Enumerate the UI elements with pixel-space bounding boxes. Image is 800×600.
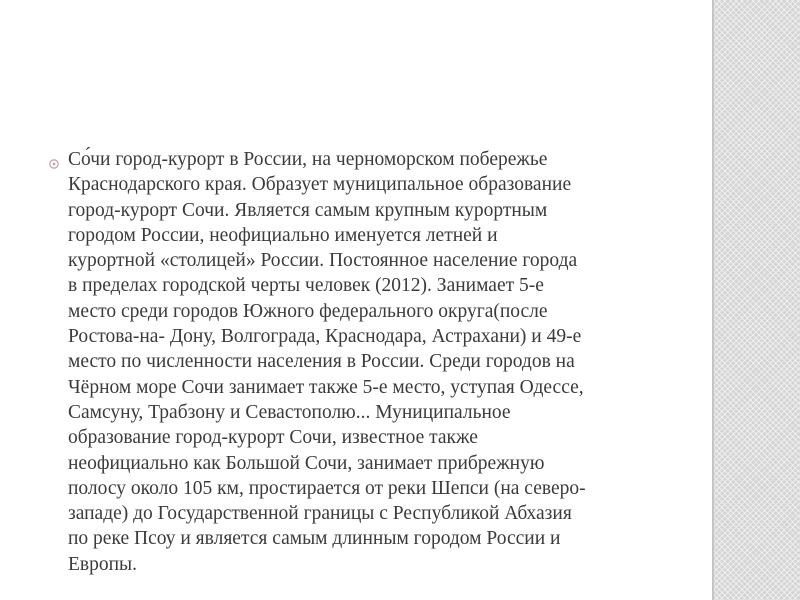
decorative-side-panel — [712, 0, 800, 600]
circle-bullet-icon — [47, 157, 61, 171]
paragraph-text: Со́чи город-курорт в России, на черноморском побережье Краснодарского края. Образует муниципальное образование город-курорт Сочи. Является самым крупным курортным городом России, неофициально именуется летней и курортной «столицей» России. Постоянное население города в пределах городской черты человек (2012). Занимает 5-е место среди городов Южного федерального округа(после Ростова-на- Дону, Волгограда, Краснодара, Астрахани) и 49-е место по численности населения в России. Среди городов на Чёрном море Сочи занимает также 5-е место, уступая Одессе, Самсуну, Трабзону и Севастополю... Муниципальное образование город-курорт Сочи, известное также неофициально как Большой Сочи, занимает прибрежную полосу около 105 км, простирается от реки Шепси (на северо- западе) до Государственной границы с Республикой Абхазия по реке Псоу и является самым длинным городом России и Европы. — [68, 149, 586, 575]
side-panel-edge — [712, 0, 714, 600]
